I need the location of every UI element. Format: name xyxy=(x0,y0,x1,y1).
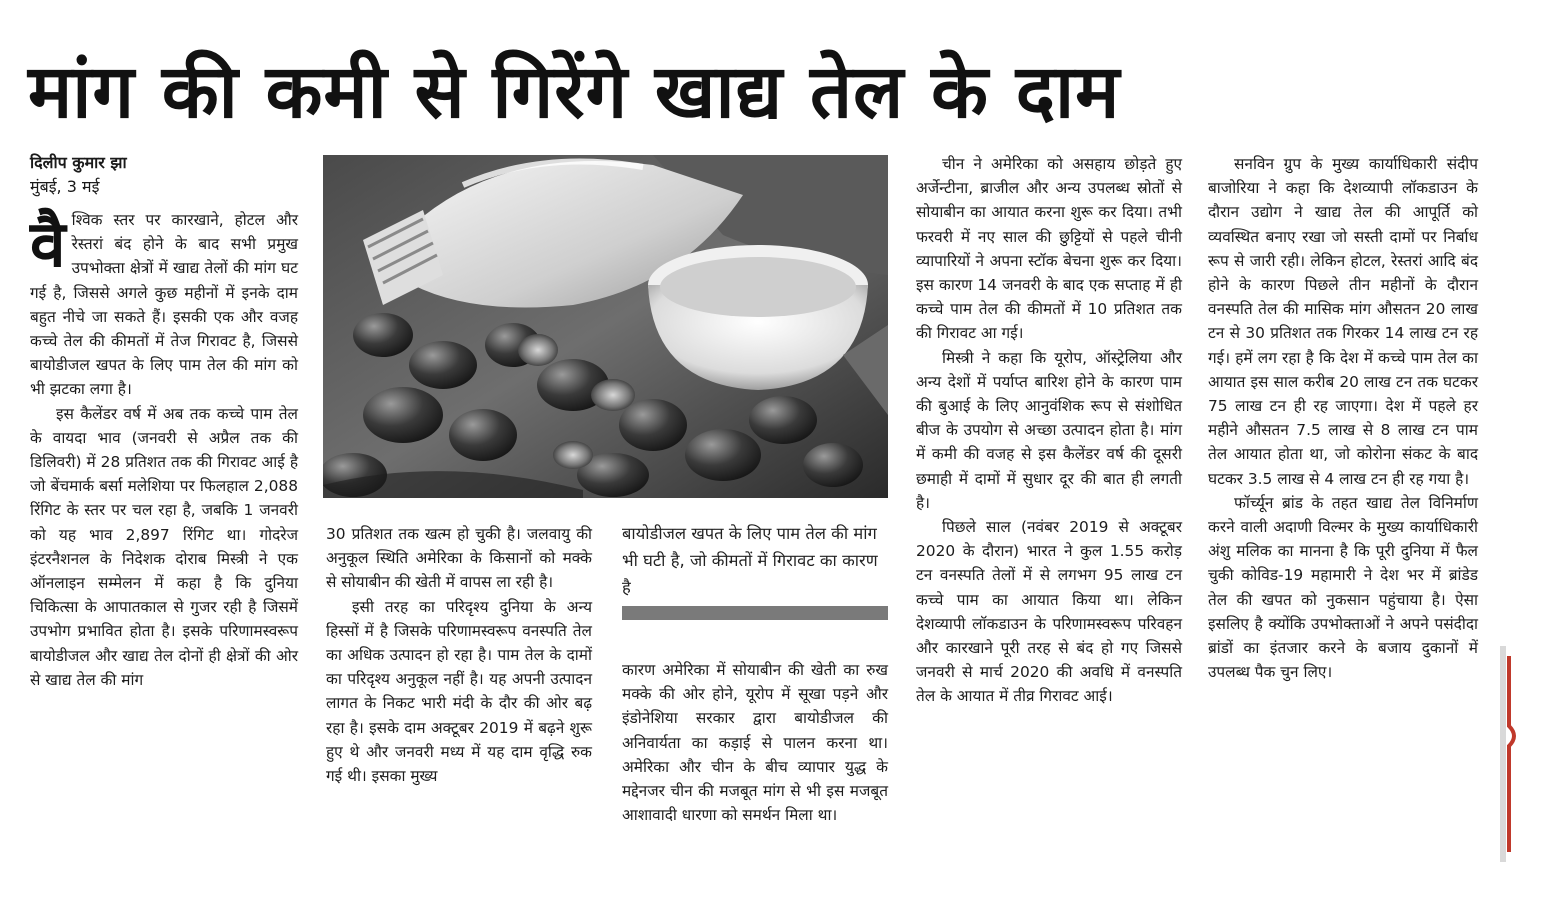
article-column-2 xyxy=(326,522,592,788)
headline: मांग की कमी से गिरेंगे खाद्य तेल के दाम xyxy=(28,49,1121,135)
paragraph: इसी तरह का परिदृश्य दुनिया के अन्य हिस्सों में है जिसके परिणामस्वरूप वनस्पति तेल का अधिक उत्पादन हो रहा है। पाम तेल के दामों का परिदृश्य अनुकूल नहीं है। यह अपनी उत्पादन लागत के निकट भारी मंदी के दौर की ओर बढ़ रहा है। इसके दाम अक्टूबर 2019 में बढ़ने शुरू हुए थे और जनवरी मध्य में यह दाम वृद्धि रुक गई थी। इसका मुख्य xyxy=(326,597,592,786)
pull-quote: बायोडीजल खपत के लिए पाम तेल की मांग भी घटी है, जो कीमतों में गिरावट का कारण है xyxy=(622,524,878,597)
paragraph: चीन ने अमेरिका को असहाय छोड़ते हुए अर्जेन्टीना, ब्राजील और अन्य उपलब्ध स्रोतों से सोयाबीन का आयात करना शुरू कर दिया। तभी फरवरी में नए साल की छुट्टियों से पहले चीनी व्यापारियों ने अपना स्टॉक बेचना शुरू कर दिया। इस कारण 14 जनवरी के बाद एक सप्ताह में ही कच्चे पाम तेल की कीमतों में 10 प्रतिशत तक की गिरावट आ गई। xyxy=(916,155,1182,343)
paragraph: फॉर्च्यून ब्रांड के तहत खाद्य तेल विनिर्माण करने वाली अदाणी विल्मर के मुख्य कार्याधिकारी अंशु मलिक का मानना है कि पूरी दुनिया में फैल चुकी कोविड-19 महामारी ने देश भर में ब्रांडेड तेल की खपत को नुकसान पहुंचाया है। ऐसा इसलिए है क्योंकि उपभोक्ताओं ने अपने पसंदीदा ब्रांडों का इंतजार करने के बजाय दुकानों में उपलब्ध पैक चुन लिए। xyxy=(1208,493,1478,682)
page-edge-marker xyxy=(1495,636,1525,872)
paragraph: मिस्त्री ने कहा कि यूरोप, ऑस्ट्रेलिया और अन्य देशों में पर्याप्त बारिश होने के कारण पाम की बुआई के लिए आनुवंशिक रूप से संशोधित बीज के उपयोग से अच्छा उत्पादन होता है। मांग में कमी की वजह से इस कैलेंडर वर्ष की दूसरी छमाही में दामों में सुधार दूर की बात ही लगती है। xyxy=(916,348,1182,512)
article-column-5 xyxy=(1208,152,1478,684)
article-column-3 xyxy=(622,658,888,827)
paragraph: इस कैलेंडर वर्ष में अब तक कच्चे पाम तेल के वायदा भाव (जनवरी से अप्रैल तक की डिलिवरी) में 28 प्रतिशत तक की गिरावट आई है जो बेंचमार्क बर्सा मलेशिया पर फिलहाल 2,088 रिंगिट के स्तर पर चल रहा है, जबकि 1 जनवरी को यह भाव 2,897 रिंगिट था। गोदरेज इंटरनैशनल के निदेशक दोराब मिस्त्री ने एक ऑनलाइन सम्मेलन में कहा है कि दुनिया चिकित्सा के आपातकाल से गुजर रही है जिसमें उपभोग प्रभावित होता है। इसके परिणामस्वरूप बायोडीजल और खाद्य तेल दोनों ही क्षेत्रों की ओर से खाद्य तेल की मांग xyxy=(30,404,298,689)
byline: दिलीप कुमार झा xyxy=(30,153,127,172)
drop-cap: वै xyxy=(30,208,66,282)
paragraph: कारण अमेरिका में सोयाबीन की खेती का रुख मक्के की ओर होने, यूरोप में सूखा पड़ने और इंडोनेशिया सरकार द्वारा बायोडीजल की अनिवार्यता का कड़ाई से पालन करना था। अमेरिका और चीन के बीच व्यापार युद्ध के मद्देनजर चीन की मजबूत मांग से भी इस मजबूत आशावादी धारणा को समर्थन मिला था। xyxy=(622,661,888,825)
paragraph: सनविन ग्रुप के मुख्य कार्याधिकारी संदीप बाजोरिया ने कहा कि देशव्यापी लॉकडाउन के दौरान उद्योग ने खाद्य तेल की आपूर्ति को व्यवस्थित बनाए रखा जो सस्ती दामों पर निर्बाध रूप से जारी रही। लेकिन होटल, रेस्तरां आदि बंद होने के कारण पिछले तीन महीनों के दौरान वनस्पति तेल की मासिक मांग औसतन 20 लाख टन से 30 प्रतिशत तक गिरकर 14 लाख टन रह गई। हमें लग रहा है कि देश में कच्चे पाम तेल का आयात इस साल करीब 20 लाख टन तक घटकर 75 लाख टन ही रह जाएगा। देश में पहले हर महीने औसतन 7.5 लाख से 8 लाख टन पाम तेल आयात होता था, जो कोरोना संकट के बाद घटकर 3.5 लाख से 4 लाख टन ही रह गया है। xyxy=(1208,155,1478,488)
article-column-4 xyxy=(916,152,1182,709)
dateline: मुंबई, 3 मई xyxy=(30,177,100,196)
paragraph: पिछले साल (नवंबर 2019 से अक्टूबर 2020 के दौरान) भारत ने कुल 1.55 करोड़ टन वनस्पति तेलों में से लगभग 95 लाख टन कच्चे पाम का आयात किया था। लेकिन देशव्यापी लॉकडाउन के परिणामस्वरूप परिवहन और कारखाने पूरी तरह से बंद हो गए जिससे जनवरी से मार्च 2020 की अवधि में वनस्पति तेल के आयात में तीव्र गिरावट आई। xyxy=(916,518,1182,706)
pull-quote-rule xyxy=(622,606,888,620)
oil-bottle-and-palm-fruit-photo xyxy=(323,155,888,498)
paragraph: श्विक स्तर पर कारखाने, होटल और रेस्तरां बंद होने के बाद सभी प्रमुख उपभोक्ता क्षेत्रों में खाद्य तेलों की मांग घट गई है, जिससे अगले कुछ महीनों में इनके दाम बहुत नीचे जा सकते हैं। इसकी एक और वजह कच्चे तेल की कीमतों में तेज गिरावट है, जिससे बायोडीजल खपत के लिए पाम तेल की मांग को भी झटका लगा है। xyxy=(30,211,298,399)
paragraph: 30 प्रतिशत तक खत्म हो चुकी है। जलवायु की अनुकूल स्थिति अमेरिका के किसानों को मक्के से सोयाबीन की खेती में वापस ला रही है। xyxy=(326,525,592,592)
article-photo xyxy=(323,155,888,498)
article-column-1 xyxy=(30,208,298,692)
